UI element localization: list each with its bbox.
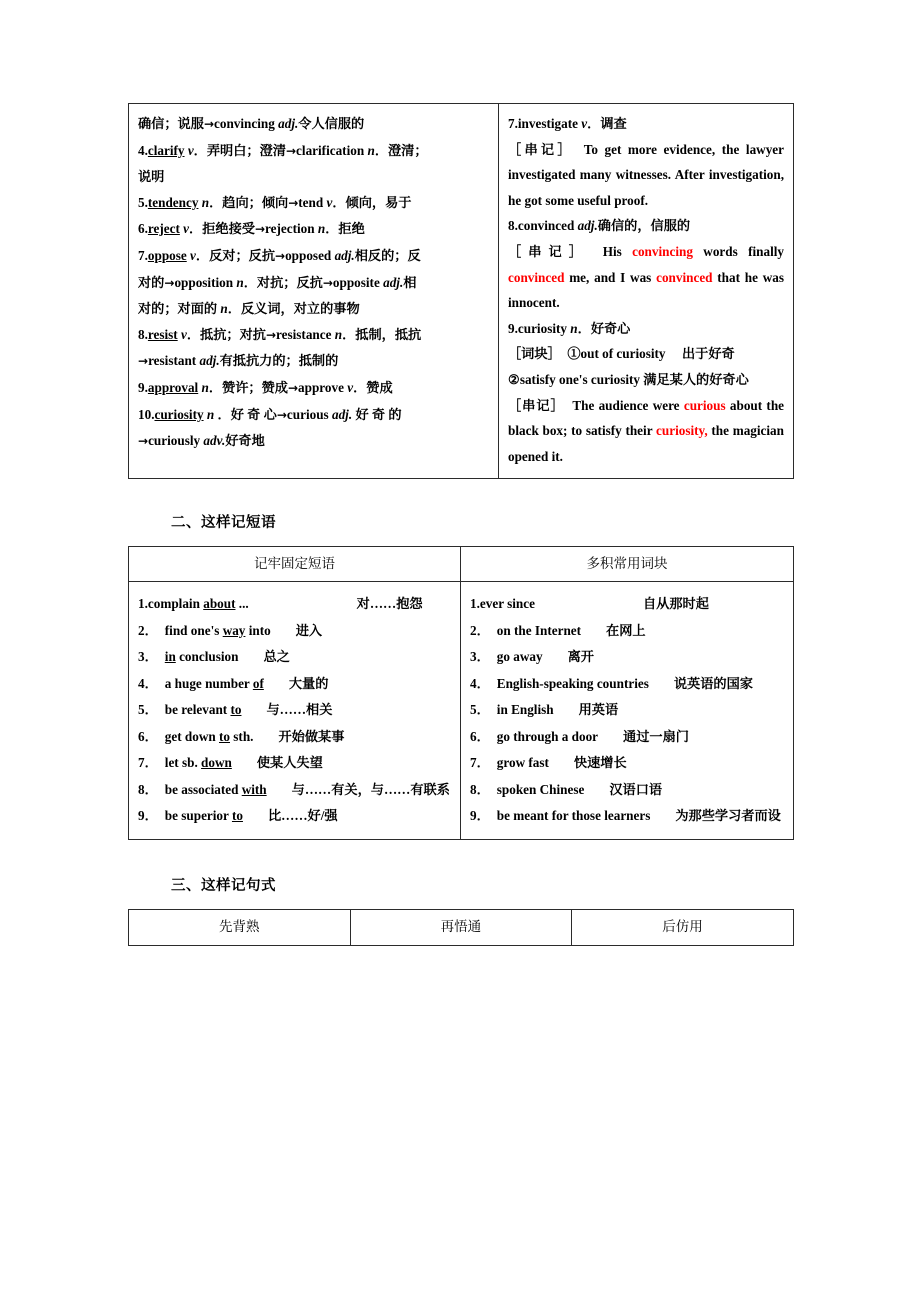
word-headword: approval [147, 379, 199, 395]
mnemonic-tag: ［串记］ [508, 141, 568, 157]
example-text: me, and I was [564, 269, 657, 285]
chunk-english: on the Internet [496, 622, 582, 638]
word-meaning: 好奇心 [590, 320, 631, 336]
spacer [128, 479, 793, 511]
word-meaning: 确信的，信服的 [597, 218, 691, 234]
words-right-cell [499, 104, 794, 479]
word-number: 7. [508, 116, 518, 131]
chunk-item [470, 750, 784, 777]
word-headword: curiosity [517, 320, 567, 336]
chunk-translation: 快速增长 [573, 755, 627, 771]
chunk-number: 8． [470, 781, 490, 797]
chunk-item: ②satisfy one's curiosity 满足某人的好奇心 [508, 371, 749, 387]
word-line: 说明 [138, 169, 165, 185]
phrase-item: 7． let sb. down 使某人失望 [138, 755, 323, 771]
table-header-row [129, 547, 794, 582]
chunk-number: 7． [470, 755, 490, 771]
word-line: 4.clarify v．弄明白；澄清→clarification n．澄清； [138, 142, 428, 158]
highlight-word: convincing [632, 243, 693, 259]
chunk-number: 5． [470, 702, 490, 718]
document-page [128, 0, 793, 946]
phrase-number: 7． [138, 755, 158, 771]
word-line: 9.curiosity n．好奇心 [508, 320, 631, 336]
fixed-phrases-cell [129, 582, 461, 840]
chunk-english: ever since [479, 596, 535, 612]
chunk-number: 6． [470, 728, 490, 744]
phrase-number: 9． [138, 808, 158, 824]
chunk-number: 3． [470, 649, 490, 665]
word-headword: resist [147, 326, 178, 342]
arrow-icon: → [288, 195, 299, 210]
chunk-line [508, 341, 784, 367]
word-line: 7.investigate v．调查 [508, 116, 627, 131]
phrase-number: 4． [138, 675, 158, 691]
phrase-translation: 总之 [263, 649, 290, 665]
chunk-item [470, 644, 784, 671]
word-number: 5. [138, 194, 148, 210]
phrase-item: 9． be superior to 比……好/强 [138, 808, 338, 824]
example-text: about the black box; to satisfy their [508, 397, 785, 439]
word-line: 7.oppose v．反对；反抗→opposed adj.相反的；反 [138, 247, 421, 263]
word-line: 8.resist v．抵抗；对抗→resistance n．抵制，抵抗 [138, 326, 422, 342]
arrow-icon: → [138, 434, 149, 449]
word-headword: reject [147, 221, 180, 237]
word-headword: investigate [517, 116, 578, 131]
word-meaning: 调查 [600, 116, 627, 131]
spacer [128, 840, 793, 874]
words-table [128, 103, 794, 479]
word-number: 9. [508, 320, 518, 336]
word-line: 对的；对面的 n．反义词，对立的事物 [138, 301, 360, 317]
chunk-translation: 为那些学习者而设 [675, 808, 781, 824]
chunk-item [470, 697, 784, 724]
word-line: →curiously adv.好奇地 [138, 433, 265, 449]
word-headword: oppose [147, 247, 187, 263]
phrase-translation: 对……抱怨 [356, 596, 423, 612]
highlight-word: convinced [656, 269, 713, 285]
chunk-number: 4． [470, 675, 490, 691]
word-line: 8.convinced adj.确信的，信服的 [508, 218, 691, 234]
chunk-line [508, 367, 784, 393]
mnemonic-line [508, 393, 784, 470]
phrase-number: 8． [138, 781, 158, 797]
chunk-item: ①out of curiosity 出于好奇 [567, 346, 735, 362]
word-line: 10.curiosity n ．好 奇 心→curious adj. 好 奇 的 [138, 406, 402, 422]
phrase-translation: 开始做某事 [278, 728, 345, 744]
word-number: 7. [138, 247, 148, 263]
mnemonic-line [508, 137, 784, 214]
spacer [128, 532, 793, 546]
chunk-translation: 通过一扇门 [623, 728, 689, 744]
arrow-icon: → [322, 275, 333, 290]
phrase-item: 4． a huge number of 大量的 [138, 675, 329, 691]
spacer [128, 895, 793, 909]
arrow-icon: → [138, 354, 149, 369]
word-meaning: 确信；说服 [138, 116, 204, 131]
highlight-word: curious [683, 397, 726, 413]
chunk-item [470, 618, 784, 645]
phrase-translation: 使某人失望 [256, 755, 323, 771]
phrase-number: 3． [138, 649, 158, 665]
word-number: 4. [138, 142, 148, 158]
word-number: 6. [138, 221, 148, 237]
word-headword: tendency [147, 194, 199, 210]
chunk-english: go away [496, 649, 543, 665]
word-headword: curiosity [154, 406, 204, 422]
chunk-translation: 用英语 [578, 702, 619, 718]
chunk-tag: ［词块］ [508, 346, 555, 362]
arrow-icon: → [287, 380, 299, 395]
word-number: 9. [138, 379, 148, 395]
phrases-header-chunks: 多积常用词块 [461, 547, 794, 582]
table-row [129, 582, 794, 840]
word-number: 8. [508, 218, 518, 234]
word-line: 6.reject v．拒绝接受→rejection n．拒绝 [138, 221, 365, 237]
table-header-row [129, 909, 794, 945]
phrase-translation: 与……有关，与……有联系 [291, 781, 450, 797]
word-line: 对的→opposition n．对抗；反抗→opposite adj.相 [138, 274, 417, 290]
chunk-translation: 自从那时起 [642, 596, 709, 612]
phrase-number: 5． [138, 702, 158, 718]
phrase-item: 8． be associated with 与……有关，与……有联系 [138, 781, 450, 797]
chunk-item [470, 724, 784, 751]
common-chunks-cell [461, 582, 794, 840]
section-heading-phrases: 二、这样记短语 [171, 515, 276, 532]
phrase-item: 2． find one's way into 进入 [138, 622, 323, 638]
chunk-english: be meant for those learners [496, 808, 651, 824]
phrases-header-fixed: 记牢固定短语 [129, 547, 461, 582]
arrow-icon: → [254, 222, 266, 237]
word-number: 8. [138, 326, 148, 342]
chunk-item [470, 591, 784, 618]
word-line: →resistant adj.有抵抗力的；抵制的 [138, 353, 339, 369]
arrow-icon: → [285, 143, 297, 158]
sentences-header-memorize: 先背熟 [129, 909, 351, 945]
word-line: 9.approval n．赞许；赞成→approve v．赞成 [138, 379, 393, 395]
example-text: words finally [692, 243, 785, 259]
chunk-translation: 离开 [567, 649, 594, 665]
word-line: 确信；说服→convincing adj.令人信服的 [138, 116, 365, 131]
chunk-translation: 汉语口语 [609, 781, 663, 797]
chunk-english: in English [496, 702, 554, 718]
word-headword: clarify [147, 142, 185, 158]
phrase-translation: 比……好/强 [267, 808, 338, 824]
phrase-number: 2． [138, 622, 158, 638]
mnemonic-tag: ［串记］ [508, 243, 583, 259]
mnemonic-line [508, 239, 784, 316]
sentences-table [128, 909, 794, 946]
chunk-item [470, 671, 784, 698]
phrase-item: 3． in conclusion 总之 [138, 649, 290, 665]
page-top-spacer [128, 0, 793, 103]
highlight-word: curiosity, [656, 423, 708, 439]
phrase-translation: 大量的 [288, 675, 329, 691]
chunk-translation: 说英语的国家 [673, 675, 753, 691]
words-left-cell [129, 104, 499, 479]
phrase-number: 1. [138, 596, 148, 612]
highlight-word: convinced [508, 269, 565, 285]
word-headword: convinced [517, 218, 575, 234]
phrase-translation: 进入 [295, 622, 323, 638]
example-text: His [602, 243, 633, 259]
chunk-item [470, 803, 784, 830]
example-text: that he was innocent. [508, 269, 784, 311]
arrow-icon: → [164, 275, 175, 290]
word-line: 5.tendency n．趋向；倾向→tend v．倾向，易于 [138, 194, 412, 210]
chunk-number: 2． [470, 622, 490, 638]
chunk-number: 1. [470, 596, 480, 612]
arrow-icon: → [275, 248, 286, 263]
arrow-icon: → [203, 117, 214, 131]
chunk-item [470, 777, 784, 804]
phrase-item: 6． get down to sth. 开始做某事 [138, 728, 345, 744]
chunk-english: spoken Chinese [496, 781, 585, 797]
phrases-table [128, 546, 794, 840]
phrase-item: 5． be relevant to 与……相关 [138, 702, 333, 718]
phrase-number: 6． [138, 728, 158, 744]
section-heading-sentences: 三、这样记句式 [171, 877, 276, 894]
arrow-icon: → [276, 407, 287, 422]
sentences-header-imitate: 后仿用 [572, 909, 794, 945]
chunk-english: go through a door [496, 728, 599, 744]
sentences-header-understand: 再悟通 [350, 909, 572, 945]
arrow-icon: → [265, 327, 277, 342]
mnemonic-tag: ［串记］ [508, 397, 559, 413]
chunk-english: grow fast [496, 755, 549, 771]
word-number: 10. [138, 406, 155, 422]
example-text: The audience were [572, 397, 684, 413]
mnemonic-example: To get more evidence, the lawyer investigated many witnesses. After investigation, he got some useful proof. [508, 141, 784, 208]
chunk-translation: 在网上 [606, 622, 646, 638]
chunk-number: 9． [470, 808, 490, 824]
example-text: the magician opened it. [508, 423, 784, 464]
phrase-item: 1.complain about ... 对……抱怨 [138, 596, 423, 612]
chunk-english: English-speaking countries [496, 675, 649, 691]
phrase-translation: 与……相关 [266, 702, 333, 718]
table-row [129, 104, 794, 479]
